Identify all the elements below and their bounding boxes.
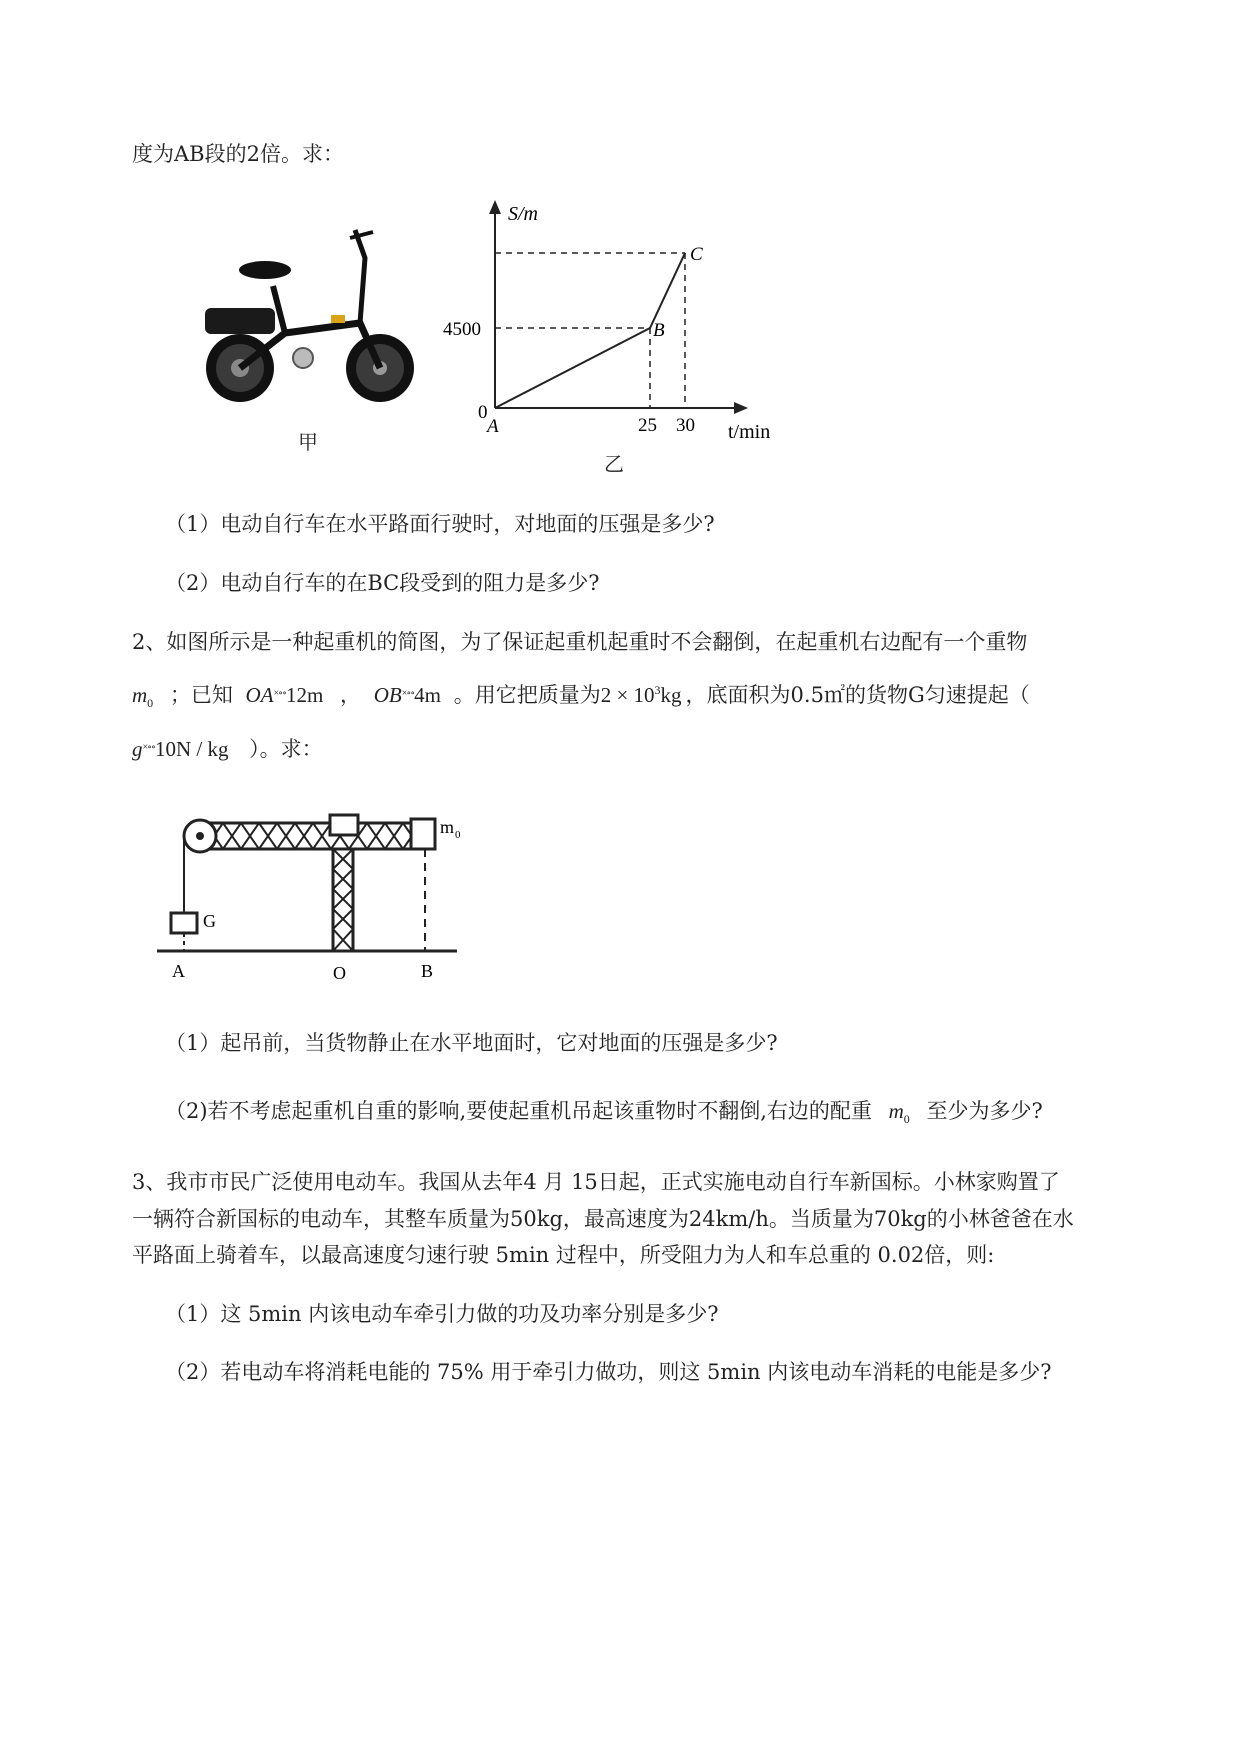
x-axis-arrow [734,402,748,414]
q3-line2: 一辆符合新国标的电动车，其整车质量为50kg，最高速度为24km/h。当质量为70kg的小林爸爸在水 [132,1207,1074,1231]
st-graph [440,190,800,480]
q2-sub2 [165,1097,1043,1133]
q3-sub2: （2）若电动车将消耗电能的 75% 用于牵引力做功，则这 5min 内该电动车消耗的电能是多少? [165,1360,1052,1384]
crane-label-b: B [421,961,434,981]
crane-label-o: O [333,963,346,983]
crane-svg [155,805,475,985]
crane-diagram [155,805,475,985]
q1-sub1: （1）电动自行车在水平路面行驶时，对地面的压强是多少? [165,512,715,536]
q2-text2: 。用它把质量为 [453,683,601,707]
mass-value: 2 × 10 [600,683,655,707]
y-axis-label: S/m [508,203,538,225]
glyph-marker-1: ×∘∘ [273,688,286,699]
oa-symbol: OA [245,683,274,707]
load-g [171,913,197,933]
q2-line3 [132,734,323,763]
q2-sep: ， [340,683,362,707]
point-label-b: B [653,320,665,341]
q2-text4: ）。求： [249,737,323,761]
g-value: 10N / kg [154,737,229,761]
intro-line: 度为AB段的2倍。求： [132,142,344,166]
ob-value: 4m [414,683,442,707]
y-axis-arrow [489,200,501,214]
crane-label-m0: m [440,817,455,837]
ob-symbol: OB [373,683,402,707]
point-label-a: A [487,416,499,437]
q2-sub2-text-a: （2)若不考虑起重机自重的影响,要使起重机吊起该重物时不翻倒,右边的配重 [165,1099,872,1123]
q2-line2 [132,676,1030,717]
y-tick-4500: 4500 [443,319,481,340]
bicycle-drawing [185,218,435,410]
m0-symbol: m [132,683,148,707]
q3-line1: 3、我市市民广泛使用电动车。我国从去年4 月 15日起，正式实施电动自行车新国标。小林家购置了 [132,1170,1060,1194]
figure-label-yi: 乙 [604,452,624,476]
counterweight [411,819,435,849]
st-graph-svg [440,190,800,480]
point-label-c: C [690,244,703,265]
crane-label-m0-sub: 0 [455,829,461,841]
figure-label-jia: 甲 [298,430,318,454]
crane-label-g: G [203,911,216,931]
q2-line1: 2、如图所示是一种起重机的简图，为了保证起重机起重时不会翻倒，在起重机右边配有一个重物 [132,630,1028,654]
crane-label-a: A [172,961,185,981]
m0-subscript: 0 [147,696,154,711]
x-tick-25: 25 [638,415,657,436]
q2-sub2-m0: m [888,1099,904,1123]
q3-sub1: （1）这 5min 内该电动车牵引力做的功及功率分别是多少? [165,1302,719,1326]
q3-line3: 平路面上骑着车，以最高速度匀速行驶 5min 过程中，所受阻力为人和车总重的 0.02倍，则: [132,1243,995,1267]
q2-text1: ；已知 [169,683,233,707]
oa-value: 12m [286,683,324,707]
g-symbol: g [132,737,143,761]
tower-top [330,815,358,835]
q2-sub2-text-b: 至少为多少? [926,1099,1043,1123]
glyph-marker-2: ×∘∘ [401,688,415,699]
q1-sub2: （2）电动自行车的在BC段受到的阻力是多少? [165,571,600,595]
x-tick-30: 30 [676,415,695,436]
origin-label: 0 [478,402,488,423]
mass-unit: kg [660,683,682,707]
q2-sub2-m0-sub: 0 [903,1112,910,1127]
x-axis-label: t/min [728,421,771,443]
bicycle-image [185,218,435,410]
glyph-marker-3: ×∘∘ [142,742,155,753]
q2-sub1: （1）起吊前，当货物静止在水平地面时，它对地面的压强是多少? [165,1031,778,1055]
q2-text3: ，底面积为0.5㎡的货物G匀速提起（ [685,683,1030,707]
mass-exponent: 3 [654,683,661,697]
